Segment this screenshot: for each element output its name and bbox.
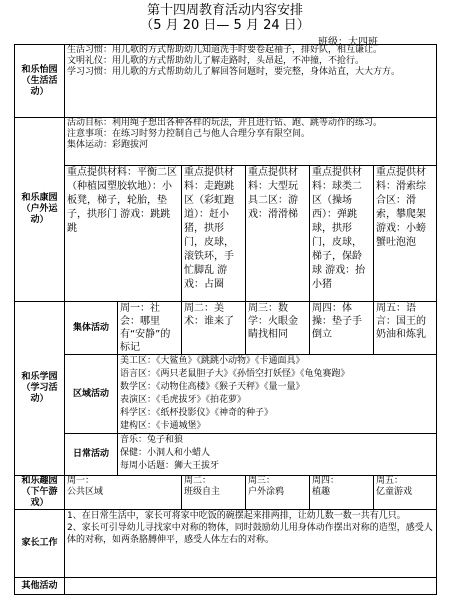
title-main: 第十四周教育活动内容安排 <box>146 3 303 18</box>
day-label: 周五： <box>376 476 404 486</box>
health-zone: 重点提供材料：大型玩具二区：游戏：滑滑梯 <box>246 166 310 302</box>
health-label: 和乐康园（户外运动） <box>15 118 65 302</box>
area-label: 区域活动 <box>65 355 118 434</box>
day-content: 亿童游戏 <box>376 487 413 497</box>
day-content: 公共区域 <box>67 487 104 497</box>
life-content <box>65 45 437 118</box>
day-content: 体操：垫子手倒立 <box>312 303 362 340</box>
day-label: 周二： <box>184 303 214 314</box>
group-day-cell <box>310 302 374 355</box>
day-content: 数学：火眼金睛找相同 <box>248 303 298 340</box>
area-line: 语言区：《两只老鼠胆子大》《孙悟空打妖怪》《龟兔赛跑》 <box>120 369 350 379</box>
day-label: 周三： <box>248 476 276 486</box>
health-goals-row <box>15 118 437 166</box>
group-row <box>15 302 437 355</box>
health-goal: 活动目标：利用绳子想出各种各样的玩法，并且进行钻、跑、跳等动作的练习。 <box>67 118 383 128</box>
other-label: 其他活动 <box>15 578 65 595</box>
life-label: 和乐怡园（生活活动） <box>15 45 65 118</box>
daily-line: 每周小话题：狮大王拔牙 <box>120 461 220 471</box>
group-label: 集体活动 <box>65 302 118 355</box>
life-row <box>15 45 437 118</box>
life-line: 文明礼仪：用儿歌的方式帮助幼儿了解走路时，头昂起，不冲撞，不抢行。 <box>67 56 365 66</box>
life-line: 生活习惯：用儿歌的方式帮助幼儿知道洗手时要卷起袖子，排好队，相互谦让。 <box>67 45 383 55</box>
study-label: 和乐学园（学习活动） <box>15 302 65 476</box>
health-goal: 注意事项：在练习时努力控制自己与他人合理分享有限空间。 <box>67 129 311 139</box>
day-label: 周五： <box>376 303 406 314</box>
parents-line: 2、家长可引导幼儿寻找家中对称的物体，同时鼓励幼儿用身体动作摆出对称的造型，感受人体的对称，如两条胳膊伸平，感受人体左右的对称。 <box>67 523 433 545</box>
page-title <box>0 3 450 33</box>
group-day-cell <box>374 302 437 355</box>
health-zone: 重点提供材料：球类二区（操场西）：弹跳球，拱形门，皮球，梯子，保龄球 游戏：抬小猪 <box>310 166 374 302</box>
area-line: 数学区：《动物住高楼》《猴子天秤》《量一量》 <box>120 382 305 392</box>
play-day-cell <box>246 476 310 510</box>
daily-line: 保健：小洞人和小蜡人 <box>120 448 211 458</box>
play-day-cell <box>374 476 437 510</box>
area-line: 科学区：《纸杯投影仪》《神奇的种子》 <box>120 408 274 418</box>
day-label: 周二： <box>184 476 212 486</box>
day-label: 周一： <box>120 303 150 314</box>
area-line: 建构区：《卡通城堡》 <box>120 421 206 431</box>
parents-row <box>15 510 437 578</box>
health-zone: 重点提供材料：滑索综合区：滑索，攀爬架 游戏：小螃蟹吐泡泡 <box>374 166 437 302</box>
day-content: 美术：谁来了 <box>184 303 234 327</box>
other-content <box>65 578 437 595</box>
parents-content <box>65 510 437 578</box>
daily-row <box>15 434 437 476</box>
schedule-table <box>14 44 437 595</box>
life-line: 学习习惯：用儿歌的方式帮助幼儿了解回答问题时，要完整，身体站直，大大方方。 <box>67 67 401 77</box>
other-row <box>15 578 437 595</box>
area-line: 美工区：《大鲨鱼》《跳跳小动物》《卡通面具》 <box>120 356 305 366</box>
day-content: 户外涂鸦 <box>248 487 285 497</box>
health-goals <box>65 118 437 166</box>
play-row <box>15 476 437 510</box>
class-label: 班级：大四班 <box>318 37 378 48</box>
group-day-cell <box>246 302 310 355</box>
play-label: 和乐趣园（下午游戏） <box>15 476 65 510</box>
group-day-cell <box>182 302 246 355</box>
day-content: 植趣 <box>312 487 331 497</box>
play-day-cell <box>310 476 374 510</box>
title-dates: （5 月 20 日— 5 月 24 日） <box>140 18 310 33</box>
group-day-cell <box>118 302 182 355</box>
daily-content <box>118 434 437 476</box>
play-day-cell <box>65 476 182 510</box>
play-day-cell <box>182 476 246 510</box>
day-content: 语言：国王的奶油和炼乳 <box>376 303 426 340</box>
health-zone: 重点提供材料：平衡二区（种植园塑胶软地）：小板凳，梯子，轮胎，垫子，拱形门 游戏：跳跳跳 <box>65 166 182 302</box>
day-content: 社会：哪里有“安静”的标记 <box>120 303 171 353</box>
daily-line: 音乐：兔子和狼 <box>120 435 184 445</box>
parents-line: 1、在日常生活中，家长可将家中吃饭的碗摆起来排两排，让幼儿数一数一共有几只。 <box>67 511 406 521</box>
day-content: 班级自主 <box>184 487 221 497</box>
daily-label: 日常活动 <box>65 434 118 476</box>
day-label: 周一： <box>67 476 95 486</box>
health-goal: 集体运动：彩跑拔河 <box>67 140 149 150</box>
day-label: 周四： <box>312 476 340 486</box>
parents-label: 家长工作 <box>15 510 65 578</box>
area-row <box>15 355 437 434</box>
day-label: 周三： <box>248 303 278 314</box>
day-label: 周四： <box>312 303 342 314</box>
health-zones-row <box>15 166 437 302</box>
area-content <box>118 355 437 434</box>
health-zone: 重点提供材料：走跑跳区（彩虹跑道）：赶小猪，拱形门，皮球，滚铁环，手忙脚乱 游戏：占圈 <box>182 166 246 302</box>
area-line: 表演区：《毛虎拔牙》《拍花萝》 <box>120 395 247 405</box>
